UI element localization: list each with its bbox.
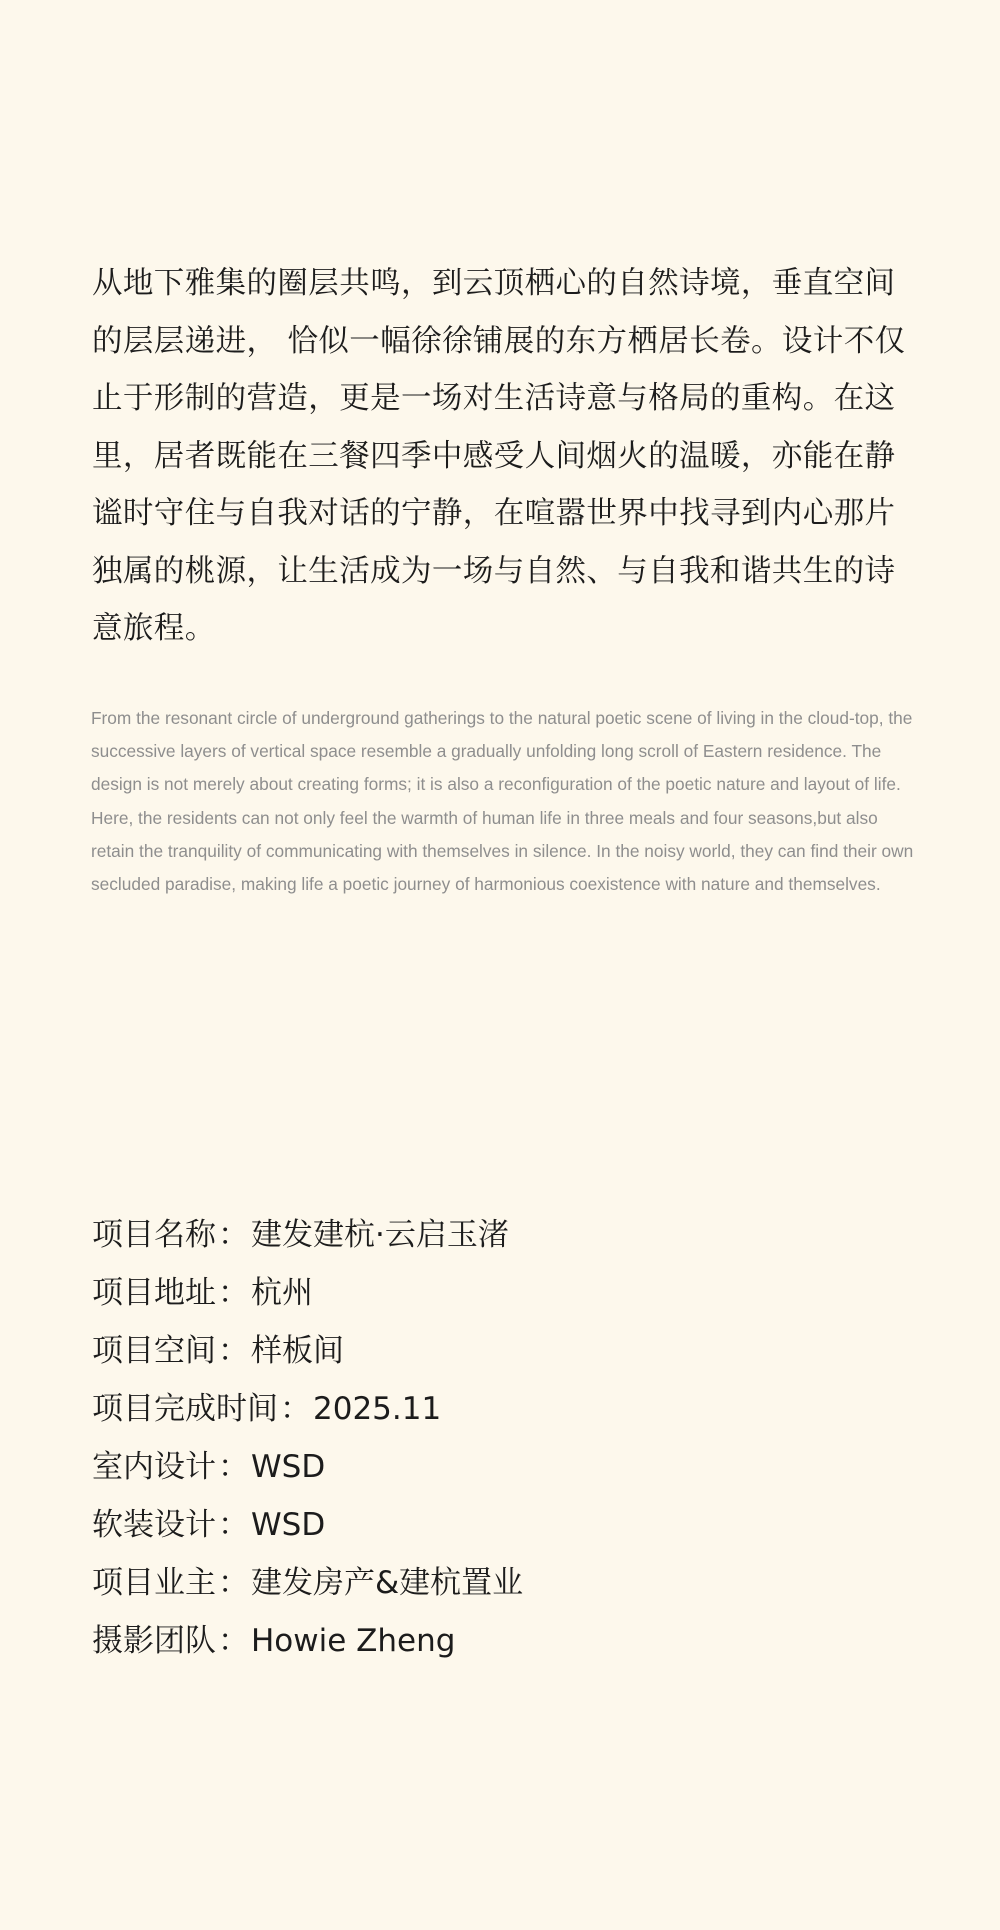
project-address-row: [92, 1264, 892, 1322]
project-completion-value: 2025.11: [313, 1391, 442, 1427]
project-completion-label: 项目完成时间: [92, 1391, 278, 1427]
project-space-value: 样板间: [251, 1333, 344, 1369]
separator: ：: [218, 1565, 249, 1601]
project-name-value: 建发建杭·云启玉渚: [251, 1217, 509, 1253]
project-space-label: 项目空间: [92, 1333, 216, 1369]
project-address-label: 项目地址: [92, 1275, 216, 1311]
separator: ：: [218, 1275, 249, 1311]
soft-design-value: WSD: [251, 1507, 326, 1543]
separator: ：: [218, 1449, 249, 1485]
interior-design-row: [92, 1438, 892, 1496]
interior-design-value: WSD: [251, 1449, 326, 1485]
interior-design-label: 室内设计: [92, 1449, 216, 1485]
separator: ：: [218, 1507, 249, 1543]
photography-value: Howie Zheng: [251, 1623, 456, 1659]
project-owner-label: 项目业主: [92, 1565, 216, 1601]
separator: ：: [218, 1333, 249, 1369]
project-address-value: 杭州: [251, 1275, 313, 1311]
english-paragraph: From the resonant circle of underground gatherings to the natural poetic scene of living in the cloud-top, the successive layers of vertical space resemble a gradually unfolding long scroll of Eastern residence. The design is not merely about creating forms; it is also a reconfiguration of the poetic nature and layout of life. Here, the residents can not only feel the warmth of human life in three meals and four seasons,but also retain the tranquility of communicating with themselves in silence. In the noisy world, they can find their own secluded paradise, making life a poetic journey of harmonious coexistence with nature and themselves.: [91, 708, 914, 895]
separator: ：: [218, 1217, 249, 1253]
project-info-list: [92, 1206, 892, 1670]
separator: ：: [280, 1391, 311, 1427]
photography-label: 摄影团队: [92, 1623, 216, 1659]
project-owner-row: [92, 1554, 892, 1612]
soft-design-row: [92, 1496, 892, 1554]
photography-row: [92, 1612, 892, 1670]
soft-design-label: 软装设计: [92, 1507, 216, 1543]
separator: ：: [218, 1623, 249, 1659]
project-completion-row: [92, 1380, 892, 1438]
project-name-row: [92, 1206, 892, 1264]
project-space-row: [92, 1322, 892, 1380]
chinese-paragraph: 从地下雅集的圈层共鸣，到云顶栖心的自然诗境，垂直空间的层层递进， 恰似一幅徐徐铺展的东方栖居长卷。设计不仅止于形制的营造，更是一场对生活诗意与格局的重构。在这里，居者既能在三餐四季中感受人间烟火的温暖，亦能在静谧时守住与自我对话的宁静，在喧嚣世界中找寻到内心那片独属的桃源，让生活成为一场与自然、与自我和谐共生的诗意旅程。: [92, 266, 906, 646]
project-name-label: 项目名称: [92, 1217, 216, 1253]
project-owner-value: 建发房产&建杭置业: [251, 1565, 524, 1601]
